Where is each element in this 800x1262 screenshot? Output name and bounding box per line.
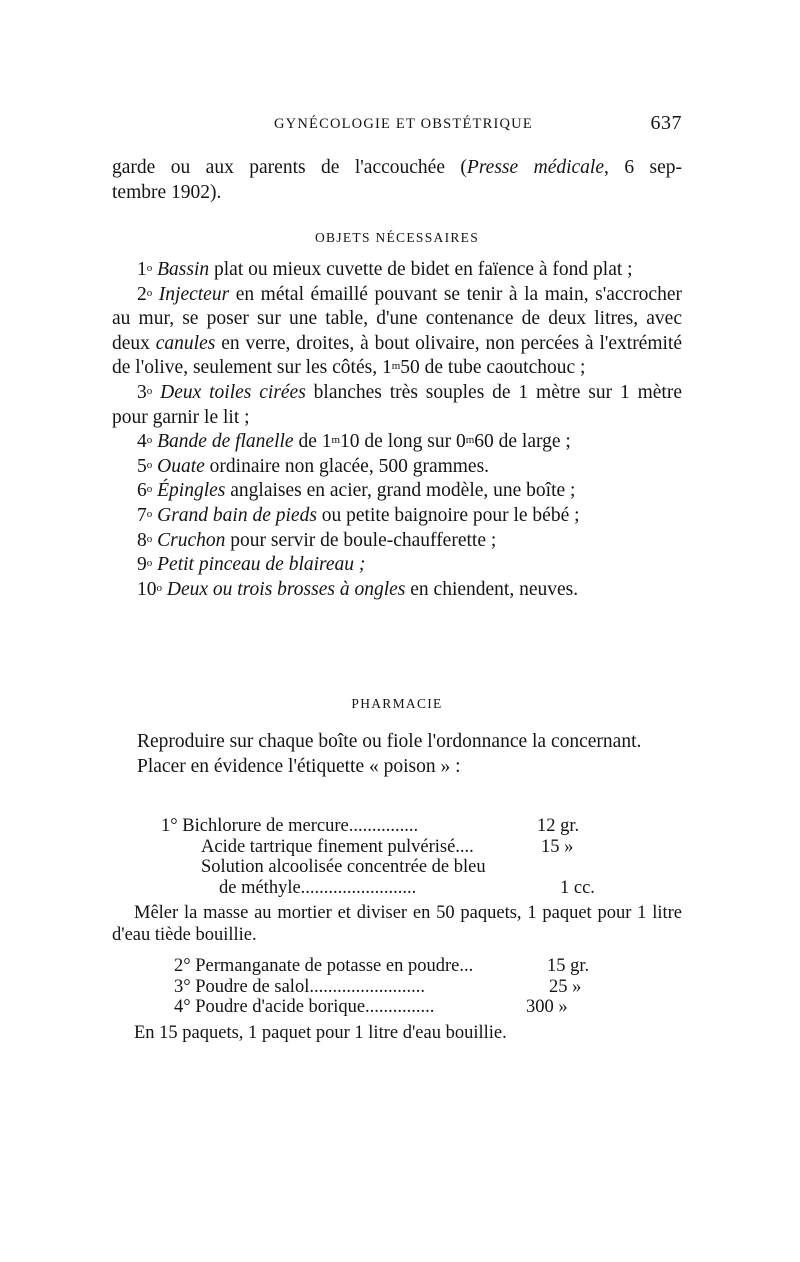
pharmacie-para-3: Mêler la masse au mortier et diviser en 50 paquets, 1 paquet pour 1 litre d'eau tiède bouillie. bbox=[112, 903, 682, 945]
item-text: en verre, droites, à bout olivaire, non percées à l'extrémité de l'olive, seulement sur les côtés, 1 bbox=[112, 332, 683, 379]
pharmacie-para-2: Placer en évidence l'étiquette « poison » : bbox=[137, 755, 461, 777]
list-item bbox=[112, 578, 682, 603]
list-item bbox=[112, 455, 682, 480]
recipe-qty: 1 cc. bbox=[560, 877, 595, 898]
item-number-degree: o bbox=[146, 507, 153, 520]
item-text: 60 de large ; bbox=[474, 431, 571, 453]
item-text: 10 de long sur 0 bbox=[340, 431, 466, 453]
item-text: blanches très souples de 1 mètre sur 1 mètre pour garnir le lit ; bbox=[112, 381, 682, 428]
item-number-degree: o bbox=[156, 581, 162, 594]
recipe-line: 1° Bichlorure de mercure............... bbox=[161, 816, 419, 836]
item-text: en métal émaillé pouvant se tenir à la main, s'accrocher au mur, se poser sur une table, d'une contenance de deux litres, avec deux bbox=[112, 283, 682, 354]
list-item bbox=[112, 430, 682, 455]
source-title: Presse médicale bbox=[466, 157, 604, 178]
recipe-line: Solution alcoolisée concentrée de bleu bbox=[201, 857, 486, 878]
recipe-1 bbox=[112, 816, 682, 898]
recipe-2 bbox=[112, 956, 682, 1018]
item-text: ou petite baignoire pour le bébé ; bbox=[316, 504, 580, 526]
item-number: 7 bbox=[137, 504, 147, 526]
pharmacie-para-1: Reproduire sur chaque boîte ou fiole l'ordonnance la concernant. bbox=[137, 731, 642, 752]
item-number-degree: o bbox=[146, 532, 153, 545]
list-item bbox=[112, 553, 682, 578]
item-number: 1 bbox=[137, 259, 147, 280]
intro-text-end: , 6 sep- bbox=[604, 157, 682, 178]
item-name: canules bbox=[155, 332, 216, 354]
item-number: 4 bbox=[137, 431, 147, 453]
intro-line-2: tembre 1902). bbox=[112, 181, 222, 203]
recipe-qty: 15 gr. bbox=[547, 956, 590, 976]
item-text: en chiendent, neuves. bbox=[405, 578, 579, 600]
item-number-degree: o bbox=[146, 434, 153, 447]
list-item bbox=[112, 258, 682, 283]
item-text: pour servir de boule-chaufferette ; bbox=[225, 529, 497, 551]
item-number: 8 bbox=[137, 529, 147, 551]
heading-objets-necessaires: OBJETS NÉCESSAIRES bbox=[314, 230, 480, 245]
item-number-degree: o bbox=[146, 483, 153, 496]
intro-text: garde ou aux parents de l'accouchée ( bbox=[112, 157, 467, 178]
recipe-line: de méthyle......................... bbox=[219, 877, 417, 898]
item-name: Épingles bbox=[157, 480, 226, 502]
item-name: Injecteur bbox=[158, 283, 230, 305]
item-name: Petit pinceau de blaireau ; bbox=[157, 554, 366, 576]
recipe-line: Acide tartrique finement pulvérisé.... bbox=[201, 836, 474, 857]
recipe-qty: 12 gr. bbox=[537, 816, 580, 836]
section-heading-objets bbox=[112, 226, 682, 251]
item-number: 2 bbox=[137, 283, 147, 305]
item-number-degree: o bbox=[146, 262, 153, 274]
item-name: Bassin bbox=[157, 259, 210, 280]
item-number: 6 bbox=[137, 480, 147, 502]
running-title: GYNÉCOLOGIE ET OBSTÉTRIQUE bbox=[274, 116, 533, 132]
item-number: 9 bbox=[137, 554, 147, 576]
item-text: 50 de tube caoutchouc ; bbox=[400, 357, 586, 379]
page-header bbox=[112, 112, 682, 142]
item-text: plat ou mieux cuvette de bidet en faïence à fond plat ; bbox=[209, 259, 633, 280]
pharmacie-para-4-block bbox=[112, 1022, 682, 1044]
recipe-qty: 15 » bbox=[541, 836, 574, 857]
item-number: 5 bbox=[137, 455, 147, 477]
unit-superscript: m bbox=[465, 434, 475, 447]
recipe-line: 2° Permanganate de potasse en poudre... bbox=[174, 956, 474, 976]
item-text: anglaises en acier, grand modèle, une boîte ; bbox=[225, 480, 576, 502]
unit-superscript: m bbox=[391, 360, 401, 373]
item-number-degree: o bbox=[146, 557, 153, 570]
list-item bbox=[112, 529, 682, 554]
recipe-qty: 25 » bbox=[549, 976, 582, 997]
page-number: 637 bbox=[650, 112, 682, 134]
intro-paragraph bbox=[112, 156, 682, 205]
heading-pharmacie: PHARMACIE bbox=[351, 696, 443, 711]
objets-list bbox=[112, 258, 682, 602]
item-text: ordinaire non glacée, 500 grammes. bbox=[204, 455, 490, 477]
recipe-line: 3° Poudre de salol......................... bbox=[174, 976, 425, 997]
item-number-degree: o bbox=[146, 286, 153, 299]
item-number: 3 bbox=[137, 381, 147, 403]
pharmacie-intro bbox=[112, 730, 682, 779]
list-item bbox=[112, 283, 682, 381]
pharmacie-para-3-block bbox=[112, 902, 682, 946]
list-item bbox=[112, 504, 682, 529]
item-number: 10 bbox=[137, 578, 157, 600]
item-text: de 1 bbox=[293, 431, 332, 453]
recipe-qty: 300 » bbox=[526, 997, 568, 1018]
item-name: Cruchon bbox=[157, 529, 226, 551]
item-number-degree: o bbox=[146, 458, 153, 471]
item-name: Deux ou trois brosses à ongles bbox=[166, 578, 406, 600]
unit-superscript: m bbox=[331, 434, 341, 447]
pharmacie-para-4: En 15 paquets, 1 paquet pour 1 litre d'eau bouillie. bbox=[134, 1023, 507, 1043]
item-name: Bande de flanelle bbox=[157, 431, 294, 453]
section-heading-pharmacie bbox=[112, 692, 682, 717]
item-name: Grand bain de pieds bbox=[157, 504, 317, 526]
item-name: Ouate bbox=[157, 455, 205, 477]
item-name: Deux toiles cirées bbox=[160, 381, 306, 403]
recipe-line: 4° Poudre d'acide borique............... bbox=[174, 997, 435, 1018]
list-item bbox=[112, 381, 682, 430]
list-item bbox=[112, 479, 682, 504]
item-number-degree: o bbox=[146, 384, 153, 397]
